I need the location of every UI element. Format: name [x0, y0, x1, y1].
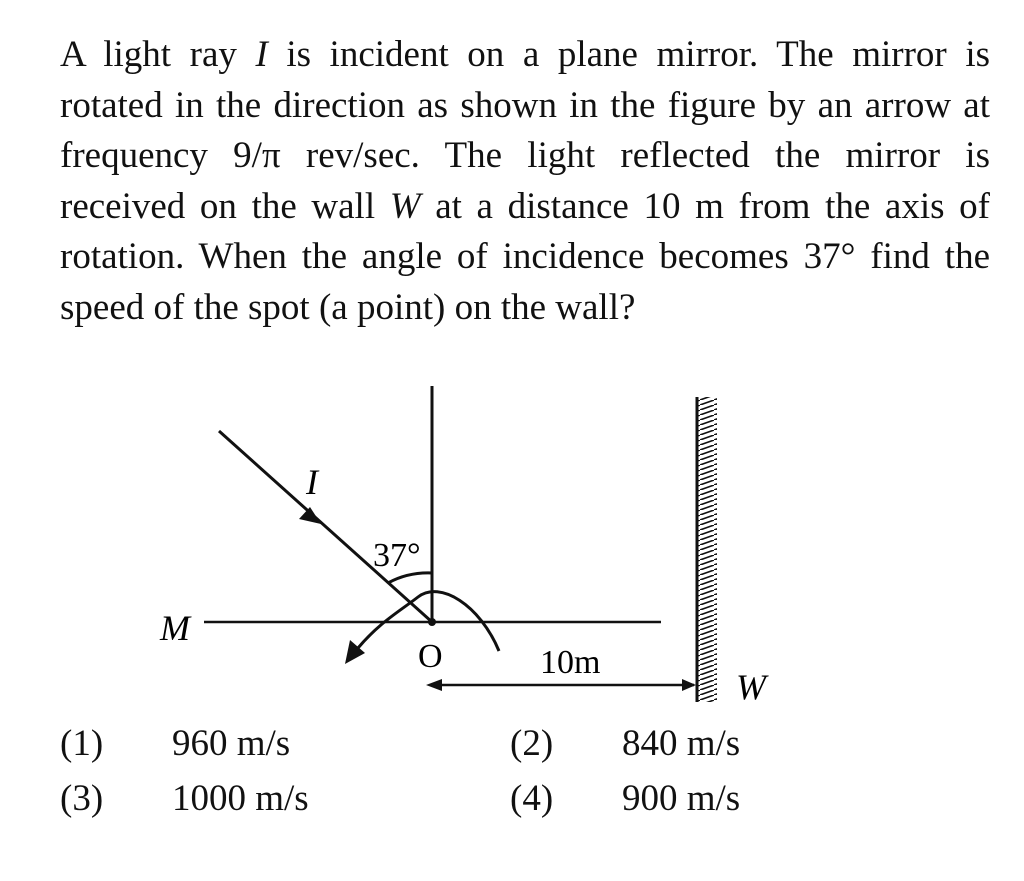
distance-label: 10m	[540, 644, 601, 681]
question-part-2: is incident on a plane mirror. The mirror is rotated in the direction as shown in the figure by an arrow at frequency 9/π rev/sec. The light reflected the mirror is received on the wall	[60, 34, 990, 227]
distance-arrow-left-icon	[426, 679, 442, 691]
option-2[interactable]	[510, 722, 740, 765]
question-part-1: A light ray	[60, 34, 256, 75]
option-2-number: (2)	[510, 723, 554, 764]
option-3-text: 1000 m/s	[172, 778, 309, 819]
question-part-3: at a distance 10 m from the axis of rotation. When the angle of incidence becomes 37° find the speed of the spot (a point) on the wall?	[60, 185, 990, 328]
option-1[interactable]	[60, 722, 290, 765]
wall-symbol: W	[389, 185, 421, 227]
option-1-text: 960 m/s	[172, 723, 291, 764]
mirror-label: M	[160, 608, 190, 648]
angle-arc	[388, 573, 432, 583]
option-3-number: (3)	[60, 778, 104, 819]
wall-hatching	[697, 397, 717, 702]
angle-label: 37°	[373, 537, 421, 574]
pivot-point	[428, 618, 436, 626]
option-4[interactable]	[510, 777, 740, 820]
ray-label: I	[306, 462, 318, 502]
wall-label: W	[736, 667, 766, 707]
option-1-number: (1)	[60, 723, 104, 764]
option-4-text: 900 m/s	[622, 778, 741, 819]
incident-ray	[219, 431, 432, 622]
option-2-text: 840 m/s	[622, 723, 741, 764]
incident-ray-arrow-icon	[299, 507, 321, 524]
option-3[interactable]	[60, 777, 309, 820]
ray-symbol: I	[255, 34, 268, 75]
pivot-label: O	[418, 638, 443, 675]
option-4-number: (4)	[510, 778, 554, 819]
